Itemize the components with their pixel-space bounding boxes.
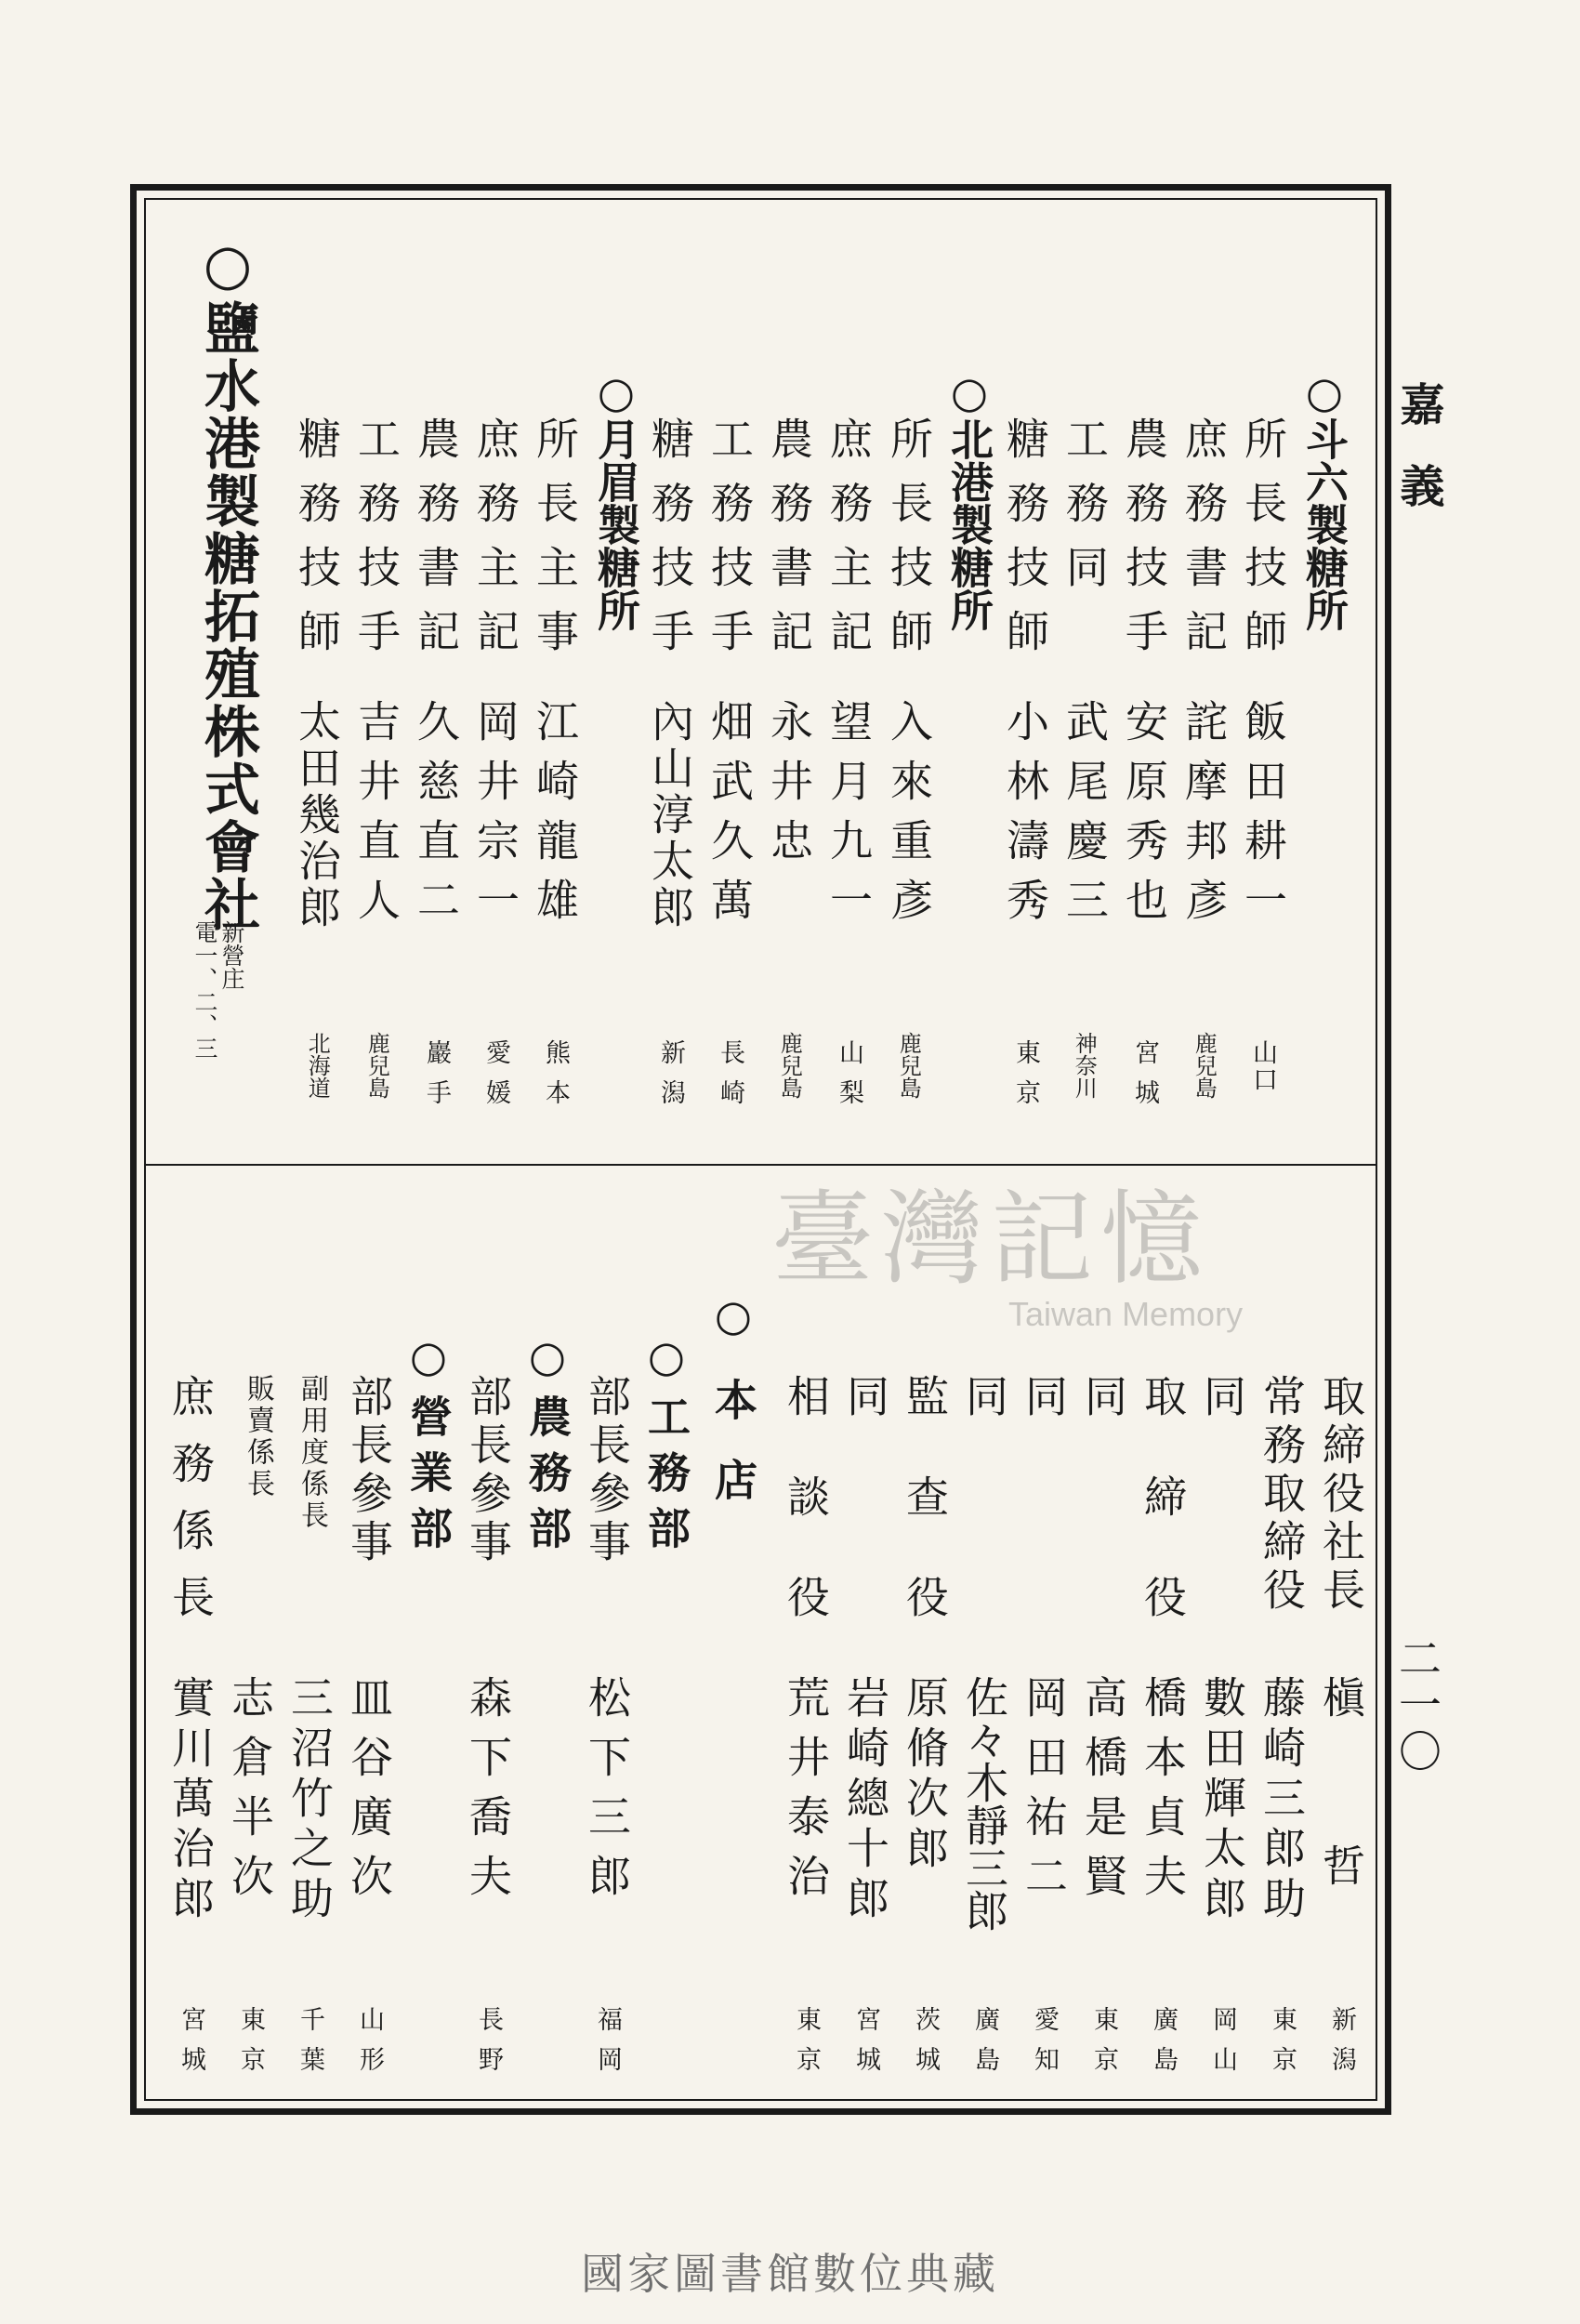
entry-name: 高橋是賢 — [1078, 1675, 1128, 1913]
entry-origin: 巖手 — [422, 1039, 451, 1119]
entry-name: 武尾慶三 — [1060, 699, 1110, 937]
entry-name: 三沼竹之助 — [284, 1675, 335, 1926]
entry-origin: 長崎 — [716, 1039, 744, 1119]
entry-origin: 新潟 — [1327, 2006, 1356, 2086]
entry-name: 江崎龍雄 — [530, 699, 580, 937]
entry-title: 常務取締役 — [1257, 1374, 1307, 1616]
entry-name: 詫摩邦彥 — [1178, 699, 1229, 937]
entry-name: 槇哲 — [1316, 1675, 1366, 2012]
entry-name: 岩崎總十郎 — [840, 1675, 890, 1926]
entry-origin: 東京 — [792, 2006, 821, 2086]
region-header: 嘉義 — [1392, 381, 1444, 545]
entry-origin: 東京 — [236, 2006, 265, 2086]
section-heading: ○斗六製糖所 — [1299, 367, 1350, 631]
entry-title: 農務書記 — [411, 416, 461, 673]
entry-title: 所長技師 — [1238, 416, 1288, 673]
entry-origin: 鹿兒島 — [895, 1032, 922, 1099]
section-heading: ○營業部 — [403, 1331, 454, 1562]
entry-origin: 北海道 — [304, 1032, 331, 1099]
company-phone: 電一、二、三 — [191, 920, 218, 1060]
entry-origin: 東京 — [1089, 2006, 1118, 2086]
entry-origin: 山口 — [1248, 1039, 1277, 1093]
entry-name: 入來重彥 — [884, 699, 934, 937]
entry-title: 工務同 — [1060, 416, 1110, 609]
entry-origin: 宮城 — [1130, 1039, 1159, 1119]
entry-origin: 千葉 — [296, 2006, 324, 2086]
entry-origin: 愛媛 — [481, 1039, 510, 1119]
entry-name: 志倉半次 — [225, 1675, 275, 1913]
entry-title: 庶務係長 — [165, 1374, 216, 1642]
entry-title: 糖務技手 — [645, 416, 695, 673]
company-heading: ○鹽水港製糖拓殖株式會社 — [195, 232, 260, 933]
entry-origin: 茨城 — [911, 2006, 940, 2086]
entry-name: 皿谷廣次 — [344, 1675, 394, 1913]
entry-title: 同 — [1197, 1374, 1247, 1417]
entry-title: 工務技手 — [704, 416, 755, 673]
entry-title: 糖務技師 — [292, 416, 342, 673]
entry-name: 畑武久萬 — [704, 699, 755, 937]
entry-name: 藤崎三郎助 — [1257, 1675, 1307, 1926]
entry-name: 岡井宗一 — [470, 699, 520, 937]
watermark-en: Taiwan Memory — [1008, 1295, 1244, 1333]
entry-title: 相談役 — [781, 1374, 831, 1675]
entry-title: 取締役社長 — [1316, 1374, 1366, 1616]
entry-title: 同 — [1078, 1374, 1128, 1417]
entry-origin: 山梨 — [835, 1039, 863, 1119]
entry-title: 販賣係長 — [242, 1374, 274, 1500]
entry-name: 望月九一 — [823, 699, 874, 937]
section-heading: ○本店 — [708, 1290, 758, 1538]
entry-title: 部長參事 — [582, 1374, 632, 1567]
entry-name: 安原秀也 — [1119, 699, 1169, 937]
entry-title: 所長主事 — [530, 416, 580, 673]
entry-name: 數田輝太郎 — [1197, 1675, 1247, 1926]
entry-title: 監查役 — [900, 1374, 950, 1675]
entry-name: 永井忠 — [764, 699, 814, 878]
entry-name: 佐々木靜三郎 — [959, 1675, 1009, 1932]
entry-name: 太田幾治郎 — [292, 699, 342, 931]
watermark — [771, 1157, 1292, 1333]
entry-name: 吉井直人 — [351, 699, 402, 937]
entry-origin: 東京 — [1011, 1039, 1040, 1119]
company-location: 新營庄 — [218, 920, 245, 990]
entry-title: 農務書記 — [764, 416, 814, 673]
entry-name: 岡田祐二 — [1019, 1675, 1069, 1913]
entry-origin: 熊本 — [541, 1039, 570, 1119]
entry-title: 農務技手 — [1119, 416, 1169, 673]
entry-origin: 愛知 — [1030, 2006, 1059, 2086]
entry-name: 小林濤秀 — [1000, 699, 1050, 937]
entry-name: 原脩次郎 — [900, 1675, 950, 1876]
section-heading: ○工務部 — [641, 1331, 691, 1562]
page-number: 二一〇 — [1392, 1636, 1442, 1776]
entry-origin: 岡山 — [1208, 2006, 1237, 2086]
entry-origin: 廣島 — [1149, 2006, 1178, 2086]
entry-origin: 鹿兒島 — [776, 1032, 803, 1099]
entry-name: 飯田耕一 — [1238, 699, 1288, 937]
entry-title: 庶務主記 — [470, 416, 520, 673]
entry-origin: 新潟 — [656, 1039, 685, 1119]
entry-title: 部長參事 — [344, 1374, 394, 1567]
entry-name: 松下三郎 — [582, 1675, 632, 1913]
entry-origin: 廣島 — [970, 2006, 999, 2086]
entry-title: 同 — [840, 1374, 890, 1417]
entry-title: 糖務技師 — [1000, 416, 1050, 673]
entry-origin: 宮城 — [851, 2006, 880, 2086]
section-heading: ○農務部 — [522, 1331, 573, 1562]
archive-footer: 國家圖書館數位典藏 — [581, 2249, 999, 2299]
entry-origin: 福岡 — [593, 2006, 622, 2086]
entry-origin: 山形 — [355, 2006, 384, 2086]
entry-title: 同 — [1019, 1374, 1069, 1417]
entry-name: 森下喬夫 — [463, 1675, 513, 1913]
entry-name: 荒井泰治 — [781, 1675, 831, 1913]
entry-name: 橋本貞夫 — [1138, 1675, 1188, 1913]
entry-title: 庶務主記 — [823, 416, 874, 673]
entry-origin: 東京 — [1268, 2006, 1297, 2086]
entry-name: 久慈直二 — [411, 699, 461, 937]
section-heading: ○月眉製糖所 — [591, 367, 641, 631]
entry-name: 實川萬治郎 — [165, 1675, 216, 1926]
entry-title: 取締役 — [1138, 1374, 1188, 1675]
entry-origin: 神奈川 — [1071, 1032, 1098, 1099]
entry-origin: 鹿兒島 — [1191, 1032, 1218, 1099]
entry-title: 部長參事 — [463, 1374, 513, 1567]
entry-title: 所長技師 — [884, 416, 934, 673]
watermark-cjk: 臺灣記憶 — [771, 1180, 1210, 1299]
entry-origin: 長野 — [474, 2006, 503, 2086]
entry-title: 工務技手 — [351, 416, 402, 673]
entry-title: 庶務書記 — [1178, 416, 1229, 673]
entry-origin: 宮城 — [177, 2006, 205, 2086]
entry-name: 內山淳太郎 — [645, 699, 695, 931]
section-heading: ○北港製糖所 — [944, 367, 994, 631]
entry-title: 副用度係長 — [296, 1374, 328, 1532]
entry-origin: 鹿兒島 — [363, 1032, 390, 1099]
entry-title: 同 — [959, 1374, 1009, 1417]
